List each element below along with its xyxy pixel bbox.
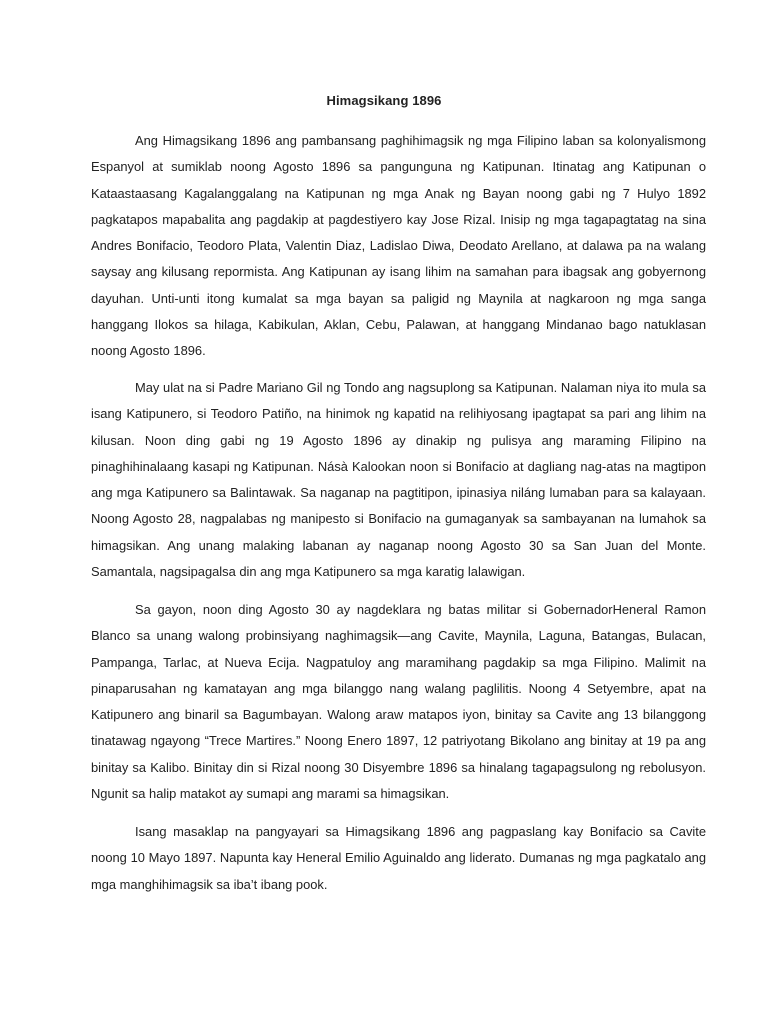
paragraph-4: Isang masaklap na pangyayari sa Himagsikang 1896 ang pagpaslang kay Bonifacio sa Cavite noong 10 Mayo 1897. Napunta kay Heneral Emilio Aguinaldo ang liderato. Dumanas ng mga pagkatalo ang mga manghihimagsik sa iba’t ibang pook. <box>91 824 706 892</box>
paragraph-1: Ang Himagsikang 1896 ang pambansang paghihimagsik ng mga Filipino laban sa kolonyalismong Espanyol at sumiklab noong Agosto 1896 sa pangunguna ng Katipunan. Itinatag ang Katipunan o Kataastaasang Kagalanggalang na Katipunan ng mga Anak ng Bayan noong gabi ng 7 Hulyo 1892 pagkatapos mapabalita ang pagdakip at pagdestiyero kay Jose Rizal. Inisip ng mga tagapagtatag na sina Andres Bonifacio, Teodoro Plata, Valentin Diaz, Ladislao Diwa, Deodato Arellano, at dalawa pa na walang saysay ang kilusang repormista. Ang Katipunan ay isang lihim na samahan para ibagsak ang gobyernong dayuhan. Unti-unti itong kumalat sa mga bayan sa paligid ng Maynila at nagkaroon ng mga sanga hanggang Ilokos sa hilaga, Kabikulan, Aklan, Cebu, Palawan, at hanggang Mindanao bago natuklasan noong Agosto 1896. <box>91 133 706 359</box>
paragraph-2: May ulat na si Padre Mariano Gil ng Tondo ang nagsuplong sa Katipunan. Nalaman niya ito mula sa isang Katipunero, si Teodoro Patiño, na hinimok ng kapatid na relihiyosang ipagtapat sa pari ang lihim na kilusan. Noon ding gabi ng 19 Agosto 1896 ay dinakip ng pulisya ang maraming Filipino na pinaghihinalaang kasapi ng Katipunan. Násà Kalookan noon si Bonifacio at dagliang nag-atas na magtipon ang mga Katipunero sa Balintawak. Sa naganap na pagtitipon, ipinasiya niláng lumaban para sa kalayaan. Noong Agosto 28, nagpalabas ng manipesto si Bonifacio na gumaganyak sa sambayanan na lumahok sa himagsikan. Ang unang malaking labanan ay naganap noong Agosto 30 sa San Juan del Monte. Samantala, nagsipagalsa din ang mga Katipunero sa mga karatig lalawigan. <box>91 380 706 580</box>
paragraph-3: Sa gayon, noon ding Agosto 30 ay nagdeklara ng batas militar si GobernadorHeneral Ramon Blanco sa unang walong probinsiyang naghimagsik—ang Cavite, Maynila, Laguna, Batangas, Bulacan, Pampanga, Tarlac, at Nueva Ecija. Nagpatuloy ang maramihang pagdakip sa mga Filipino. Malimit na pinaparusahan ng kamatayan ang mga bilanggo nang walang paglilitis. Noong 4 Setyembre, apat na Katipunero ang binaril sa Bagumbayan. Walong araw matapos iyon, binitay sa Cavite ang 13 bilanggong tinatawag ngayong “Trece Martires.” Noong Enero 1897, 12 patriyotang Bikolano ang binitay at 19 pa ang binitay sa Kalibo. Binitay din si Rizal noong 30 Disyembre 1896 sa hinalang tagapagsulong ng rebolusyon. Ngunit sa halip matakot ay sumapi ang marami sa himagsikan. <box>91 602 706 802</box>
document-title: Himagsikang 1896 <box>326 93 442 108</box>
